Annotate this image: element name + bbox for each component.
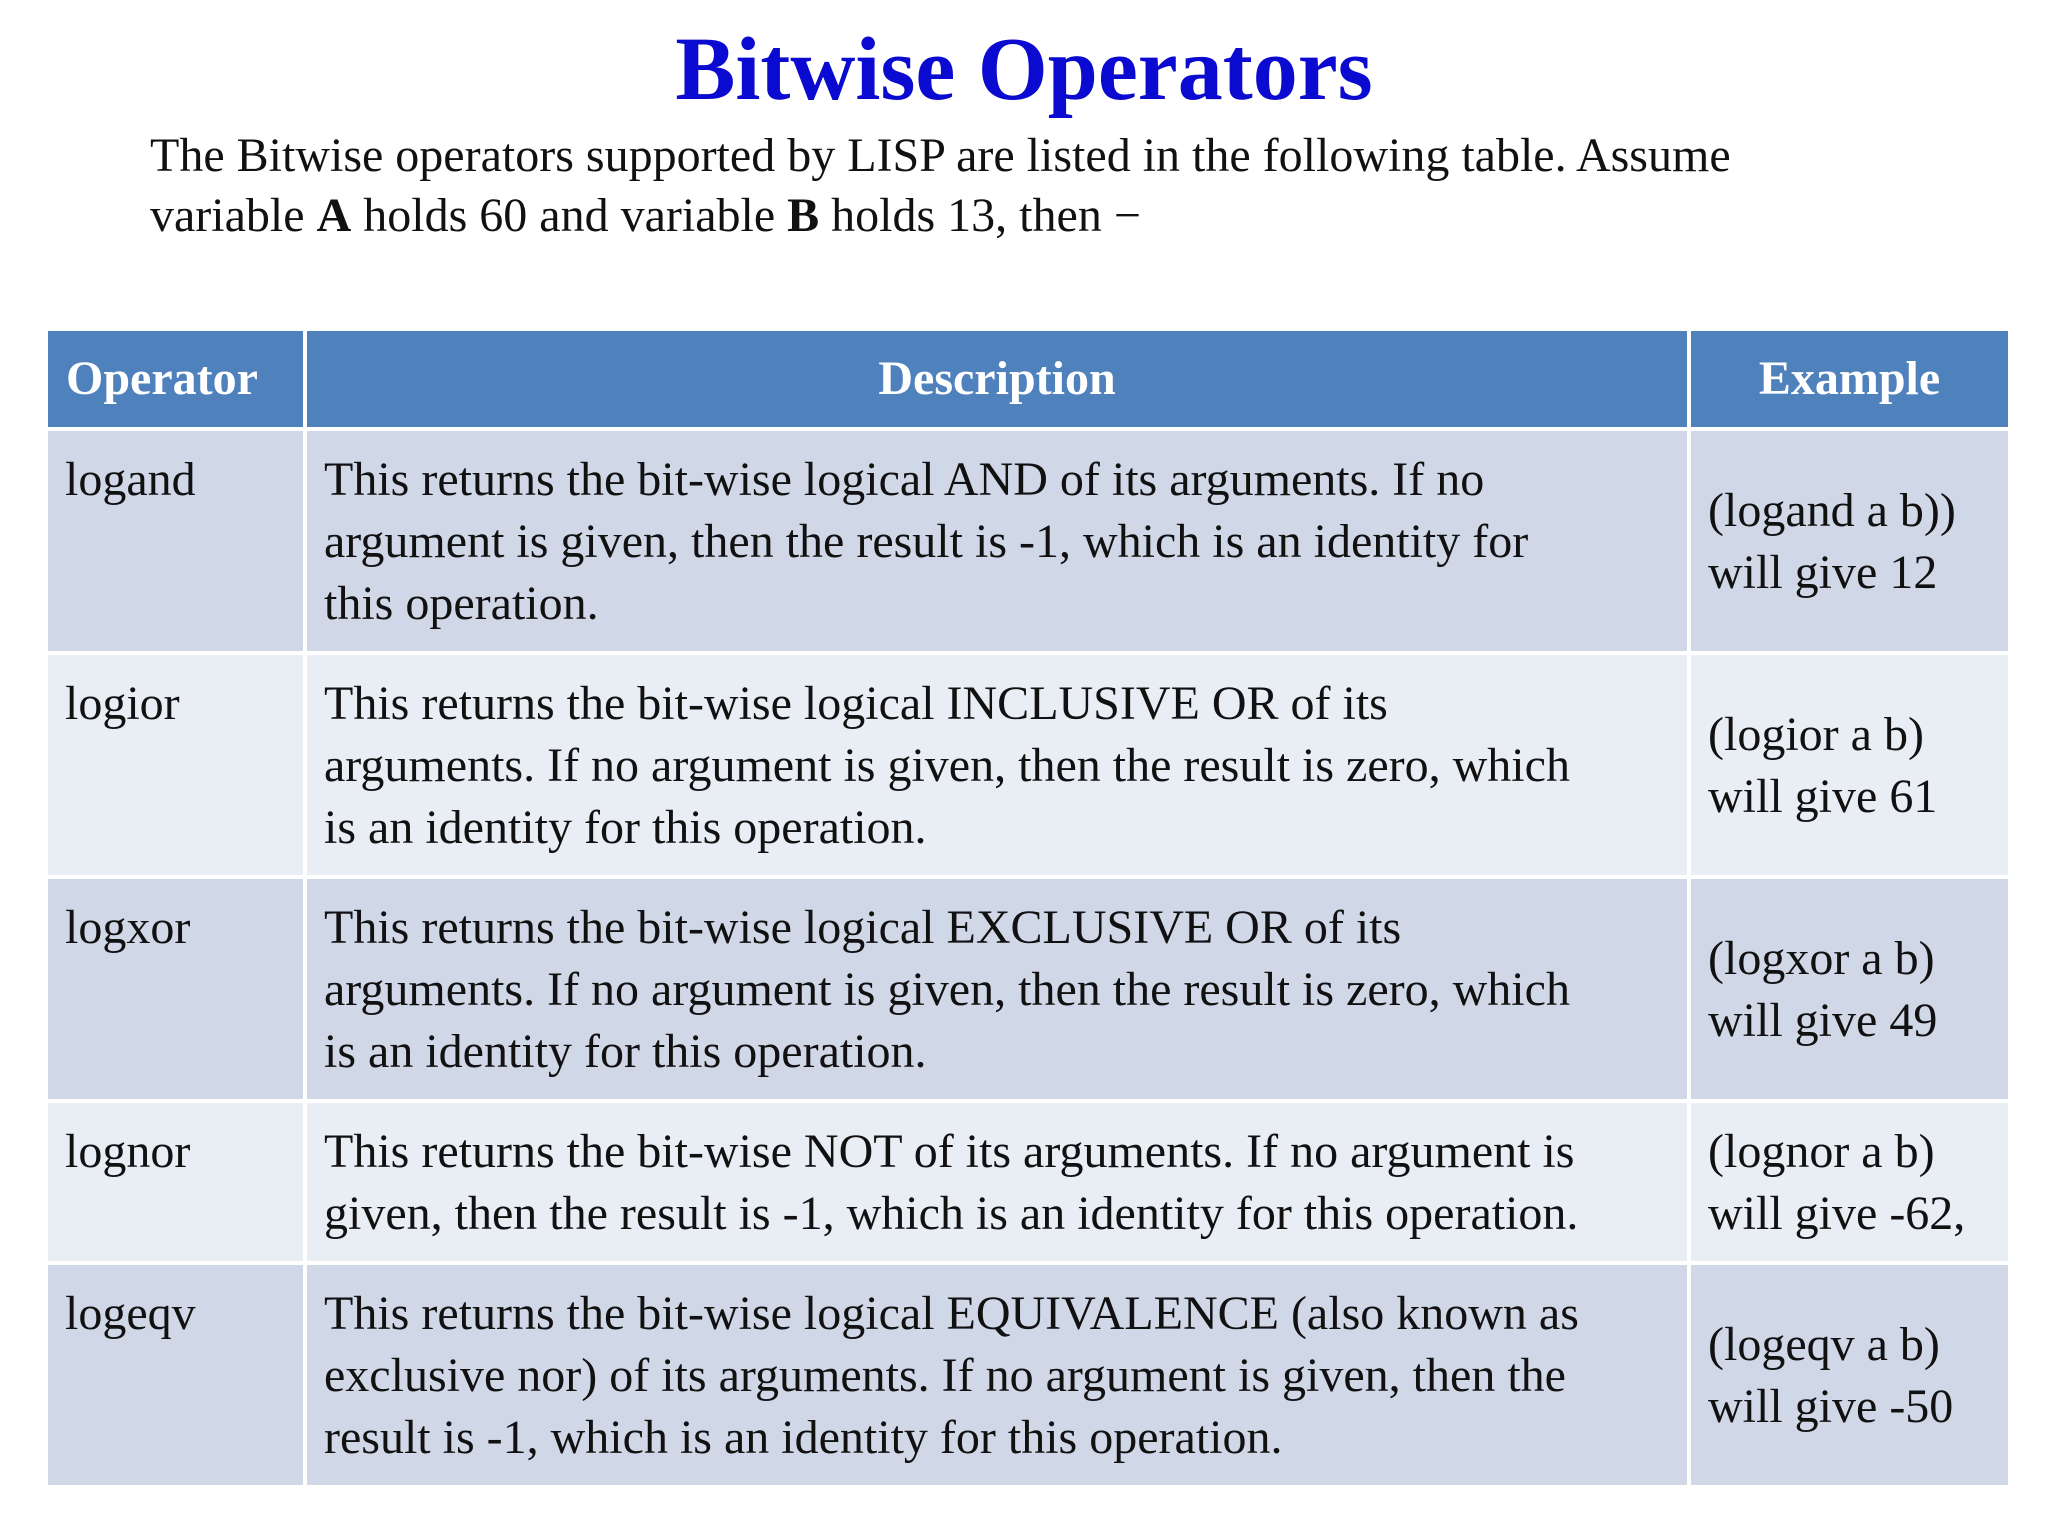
intro-line-2-pre: variable — [150, 189, 317, 242]
description-cell — [305, 1263, 1689, 1487]
description-line: exclusive nor) of its arguments. If no argument is given, then the — [324, 1349, 1566, 1402]
description-cell — [305, 1101, 1689, 1263]
example-result: will give 61 — [1708, 770, 1938, 823]
intro-paragraph — [150, 126, 2010, 246]
example-code: (logxor a b) — [1708, 932, 1935, 985]
operator-cell: logeqv — [48, 1263, 305, 1487]
operators-table — [48, 331, 2008, 1489]
example-result: will give 12 — [1708, 546, 1938, 599]
description-line: argument is given, then the result is -1, which is an identity for — [324, 515, 1529, 568]
operators-table-container — [48, 331, 2008, 1489]
intro-line-2-mid: holds 60 and variable — [351, 189, 788, 242]
intro-line-2-post: holds 13, then − — [819, 189, 1141, 242]
description-line: This returns the bit-wise logical AND of its arguments. If no — [324, 453, 1485, 506]
variable-a-label: A — [316, 189, 352, 242]
description-cell — [305, 653, 1689, 877]
example-code: (logior a b) — [1708, 708, 1924, 761]
table-header-row — [48, 331, 2008, 429]
example-cell — [1689, 653, 2008, 877]
description-line: result is -1, which is an identity for this operation. — [324, 1411, 1283, 1464]
example-result: will give -50 — [1708, 1380, 1954, 1433]
description-line: This returns the bit-wise logical INCLUSIVE OR of its — [324, 677, 1388, 730]
example-code: (logeqv a b) — [1708, 1318, 1940, 1371]
description-line: This returns the bit-wise logical EQUIVALENCE (also known as — [324, 1287, 1579, 1340]
header-operator: Operator — [48, 331, 305, 429]
description-cell — [305, 877, 1689, 1101]
example-cell — [1689, 1101, 2008, 1263]
operator-cell: logxor — [48, 877, 305, 1101]
operator-cell: logand — [48, 429, 305, 653]
example-cell — [1689, 1263, 2008, 1487]
table-row — [48, 653, 2008, 877]
header-description: Description — [305, 331, 1689, 429]
example-cell — [1689, 877, 2008, 1101]
example-code: (logand a b)) — [1708, 484, 1956, 537]
table-row — [48, 429, 2008, 653]
table-row — [48, 877, 2008, 1101]
description-line: This returns the bit-wise NOT of its arguments. If no argument is — [324, 1125, 1575, 1178]
operator-cell: lognor — [48, 1101, 305, 1263]
intro-line-2 — [150, 186, 2010, 246]
example-cell — [1689, 429, 2008, 653]
slide-title: Bitwise Operators — [675, 20, 1373, 119]
description-line: this operation. — [324, 577, 599, 630]
intro-line-1: The Bitwise operators supported by LISP are listed in the following table. Assume — [150, 129, 1731, 182]
header-example: Example — [1689, 331, 2008, 429]
description-line: This returns the bit-wise logical EXCLUSIVE OR of its — [324, 901, 1402, 954]
description-line: is an identity for this operation. — [324, 801, 927, 854]
table-row — [48, 1263, 2008, 1487]
example-result: will give 49 — [1708, 994, 1938, 1047]
description-line: arguments. If no argument is given, then the result is zero, which — [324, 739, 1570, 792]
description-cell — [305, 429, 1689, 653]
example-result: will give -62, — [1708, 1187, 1966, 1240]
description-line: arguments. If no argument is given, then the result is zero, which — [324, 963, 1570, 1016]
table-row — [48, 1101, 2008, 1263]
description-line: is an identity for this operation. — [324, 1025, 927, 1078]
variable-b-label: B — [787, 189, 820, 242]
description-line: given, then the result is -1, which is an identity for this operation. — [324, 1187, 1579, 1240]
operator-cell: logior — [48, 653, 305, 877]
example-code: (lognor a b) — [1708, 1125, 1935, 1178]
